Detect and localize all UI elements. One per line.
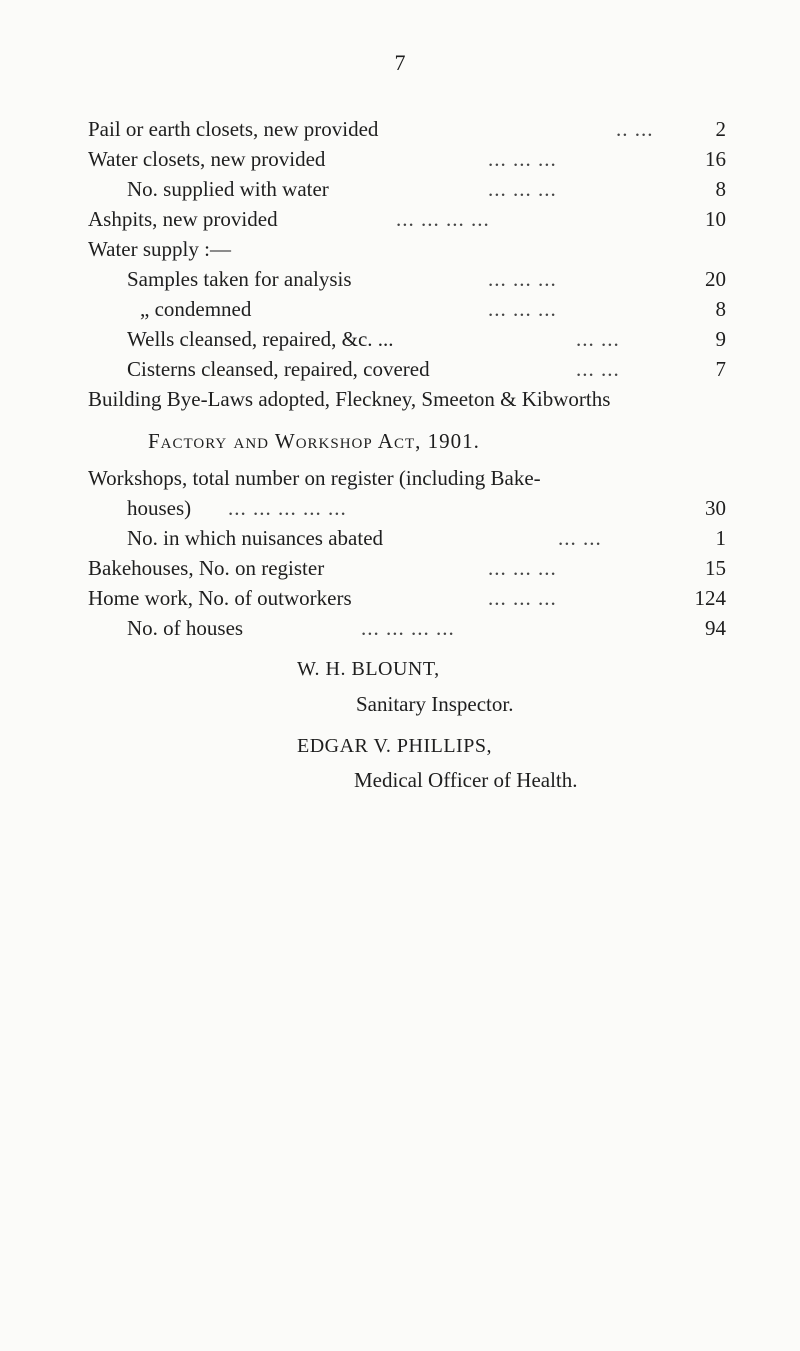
item-label: Samples taken for analysis bbox=[127, 267, 352, 291]
item-label: No. of houses bbox=[127, 616, 244, 640]
item-value: 20 bbox=[705, 267, 726, 291]
leader-dots: ... ... ... bbox=[488, 297, 557, 321]
item-value: 10 bbox=[705, 207, 726, 231]
item-value: 16 bbox=[705, 147, 726, 171]
item-value: 1 bbox=[715, 526, 726, 550]
list-item bbox=[140, 294, 726, 324]
page-number: 7 bbox=[394, 50, 406, 75]
leader-dots: ... ... ... bbox=[488, 586, 557, 610]
list-item bbox=[88, 204, 726, 234]
item-value: 8 bbox=[715, 177, 726, 201]
list-item bbox=[127, 493, 726, 523]
signatory-name: EDGAR V. PHILLIPS, bbox=[297, 735, 492, 757]
item-label: Home work, No. of outworkers bbox=[88, 586, 352, 610]
list-item bbox=[127, 324, 726, 354]
item-label: Water closets, new provided bbox=[88, 147, 326, 171]
leader-dots: ... ... bbox=[576, 327, 620, 351]
item-label: Pail or earth closets, new provided bbox=[88, 117, 379, 141]
item-label: Workshops, total number on register (including Bake- bbox=[88, 466, 541, 490]
signatory-name: W. H. BLOUNT, bbox=[297, 658, 440, 680]
item-label: Wells cleansed, repaired, &c. ... bbox=[127, 327, 394, 351]
item-label: Building Bye-Laws adopted, Fleckney, Smeeton & Kibworths bbox=[88, 387, 611, 411]
item-value: 8 bbox=[715, 297, 726, 321]
item-label: No. in which nuisances abated bbox=[127, 526, 384, 550]
leader-dots: .. ... bbox=[616, 117, 654, 141]
item-value: 30 bbox=[705, 496, 726, 520]
leader-dots: ... ... ... bbox=[488, 267, 557, 291]
list-item bbox=[127, 174, 726, 204]
item-value: 15 bbox=[705, 556, 726, 580]
item-value: 124 bbox=[694, 586, 726, 610]
leader-dots: ... ... bbox=[576, 357, 620, 381]
list-item bbox=[127, 613, 726, 643]
item-value: 7 bbox=[715, 357, 726, 381]
list-item bbox=[88, 553, 726, 583]
list-item bbox=[88, 114, 726, 144]
list-item bbox=[88, 583, 726, 613]
section-heading: Factory and Workshop Act, 1901. bbox=[148, 429, 480, 453]
item-value: 9 bbox=[715, 327, 726, 351]
list-item bbox=[88, 384, 768, 414]
list-item bbox=[127, 264, 726, 294]
list-item bbox=[88, 144, 726, 174]
item-label: Ashpits, new provided bbox=[88, 207, 278, 231]
leader-dots: ... ... ... ... bbox=[361, 616, 455, 640]
item-label: „ condemned bbox=[140, 297, 252, 321]
leader-dots: ... ... ... bbox=[488, 556, 557, 580]
leader-dots: ... ... ... ... bbox=[396, 207, 490, 231]
item-label: Water supply :— bbox=[88, 237, 231, 261]
leader-dots: ... ... ... ... ... bbox=[228, 496, 347, 520]
leader-dots: ... ... bbox=[558, 526, 602, 550]
item-label: houses) bbox=[127, 496, 192, 520]
item-label: No. supplied with water bbox=[127, 177, 329, 201]
signatory-title: Medical Officer of Health. bbox=[354, 768, 578, 792]
item-value: 94 bbox=[705, 616, 726, 640]
list-item bbox=[127, 523, 726, 553]
leader-dots: ... ... ... bbox=[488, 147, 557, 171]
list-item bbox=[127, 354, 726, 384]
leader-dots: ... ... ... bbox=[488, 177, 557, 201]
list-item bbox=[88, 463, 728, 493]
item-value: 2 bbox=[715, 117, 726, 141]
signatory-title: Sanitary Inspector. bbox=[356, 692, 514, 716]
item-label: Cisterns cleansed, repaired, covered bbox=[127, 357, 430, 381]
item-label: Bakehouses, No. on register bbox=[88, 556, 325, 580]
list-item bbox=[88, 234, 726, 264]
